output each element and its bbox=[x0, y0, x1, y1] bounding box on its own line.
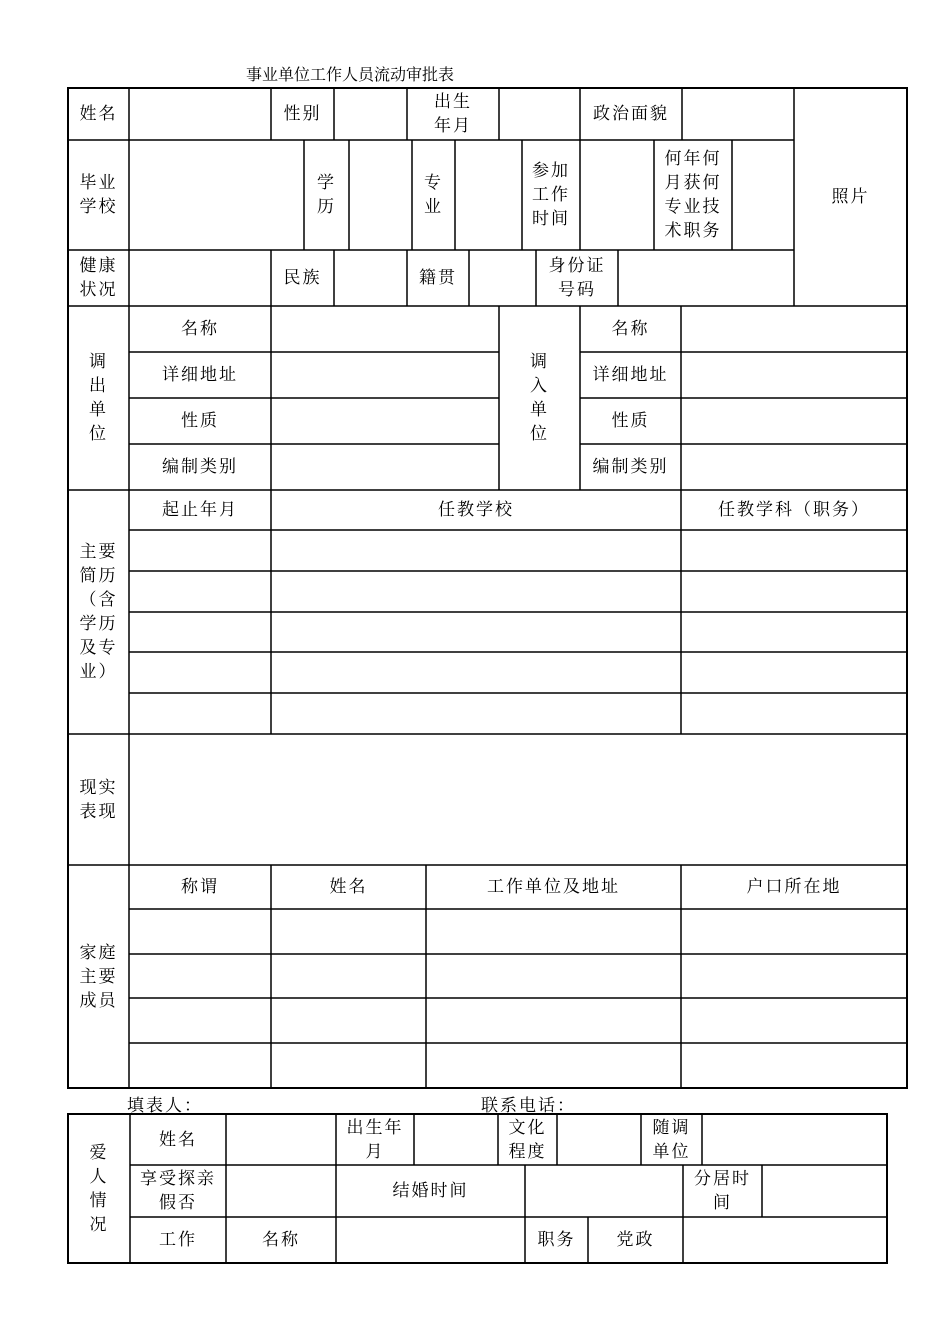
label-major: 专 业 bbox=[424, 173, 443, 217]
spouse-separate-label: 分居时 间 bbox=[694, 1169, 751, 1213]
family-header-name: 姓名 bbox=[329, 877, 368, 897]
label-spouse: 爱 人 情 况 bbox=[89, 1142, 109, 1235]
label-out-unit: 调 出 单 位 bbox=[89, 352, 108, 444]
out-unit-nature-label: 性质 bbox=[181, 411, 219, 431]
phone-label: 联系电话： bbox=[481, 1096, 576, 1116]
filler-label: 填表人： bbox=[127, 1096, 203, 1116]
spouse-position-label: 职务 bbox=[537, 1230, 576, 1250]
in-unit-nature-label: 性质 bbox=[611, 411, 650, 431]
label-ethnicity: 民族 bbox=[283, 268, 322, 288]
photo-box: 照片 bbox=[831, 187, 870, 207]
in-unit-address-label: 详细地址 bbox=[592, 365, 669, 385]
label-resume: 主要 简历 （含 学历 及专 业） bbox=[79, 542, 118, 682]
spouse-birth-label: 出生年 月 bbox=[346, 1117, 404, 1162]
resume-header-period: 起止年月 bbox=[162, 500, 238, 520]
label-work-start: 参加 工作 时间 bbox=[532, 161, 570, 229]
out-unit-staffing-label: 编制类别 bbox=[162, 457, 238, 477]
label-id-number: 身份证 号码 bbox=[548, 256, 606, 300]
label-performance: 现实 表现 bbox=[79, 777, 118, 822]
family-header-hukou: 户口所在地 bbox=[746, 877, 842, 897]
spouse-name-label: 姓名 bbox=[159, 1129, 197, 1150]
spouse-marriage-label: 结婚时间 bbox=[392, 1181, 469, 1201]
label-education: 学 历 bbox=[317, 173, 336, 217]
label-title-year: 何年何 月获何 专业技 术职务 bbox=[664, 149, 722, 241]
label-gender: 性别 bbox=[283, 104, 322, 124]
form-title: 事业单位工作人员流动审批表 bbox=[246, 65, 455, 84]
family-header-relation: 称谓 bbox=[181, 877, 219, 897]
out-unit-address-label: 详细地址 bbox=[162, 365, 238, 385]
in-unit-name-label: 名称 bbox=[611, 319, 650, 339]
spouse-follow-unit-label: 随调 单位 bbox=[652, 1117, 691, 1162]
spouse-party-label: 党政 bbox=[616, 1230, 655, 1250]
label-birth: 出生 年月 bbox=[434, 92, 472, 136]
in-unit-staffing-label: 编制类别 bbox=[592, 457, 669, 477]
spouse-work-label: 工作 bbox=[159, 1230, 197, 1250]
spouse-leave-label: 享受探亲 假否 bbox=[140, 1169, 216, 1213]
spouse-culture-label: 文化 程度 bbox=[508, 1117, 547, 1162]
spouse-work-name-label: 名称 bbox=[262, 1230, 300, 1250]
resume-header-subject: 任教学科（职务） bbox=[718, 500, 870, 520]
label-political: 政治面貌 bbox=[593, 104, 669, 124]
resume-header-school: 任教学校 bbox=[438, 500, 514, 520]
label-in-unit: 调 入 单 位 bbox=[530, 352, 549, 444]
label-native: 籍贯 bbox=[419, 268, 457, 288]
out-unit-name-label: 名称 bbox=[181, 319, 219, 339]
label-school: 毕业 学校 bbox=[79, 173, 118, 217]
label-health: 健康 状况 bbox=[79, 256, 118, 300]
family-header-workplace: 工作单位及地址 bbox=[487, 877, 620, 897]
label-name: 姓名 bbox=[79, 104, 118, 124]
label-family: 家庭 主要 成员 bbox=[79, 942, 118, 1011]
